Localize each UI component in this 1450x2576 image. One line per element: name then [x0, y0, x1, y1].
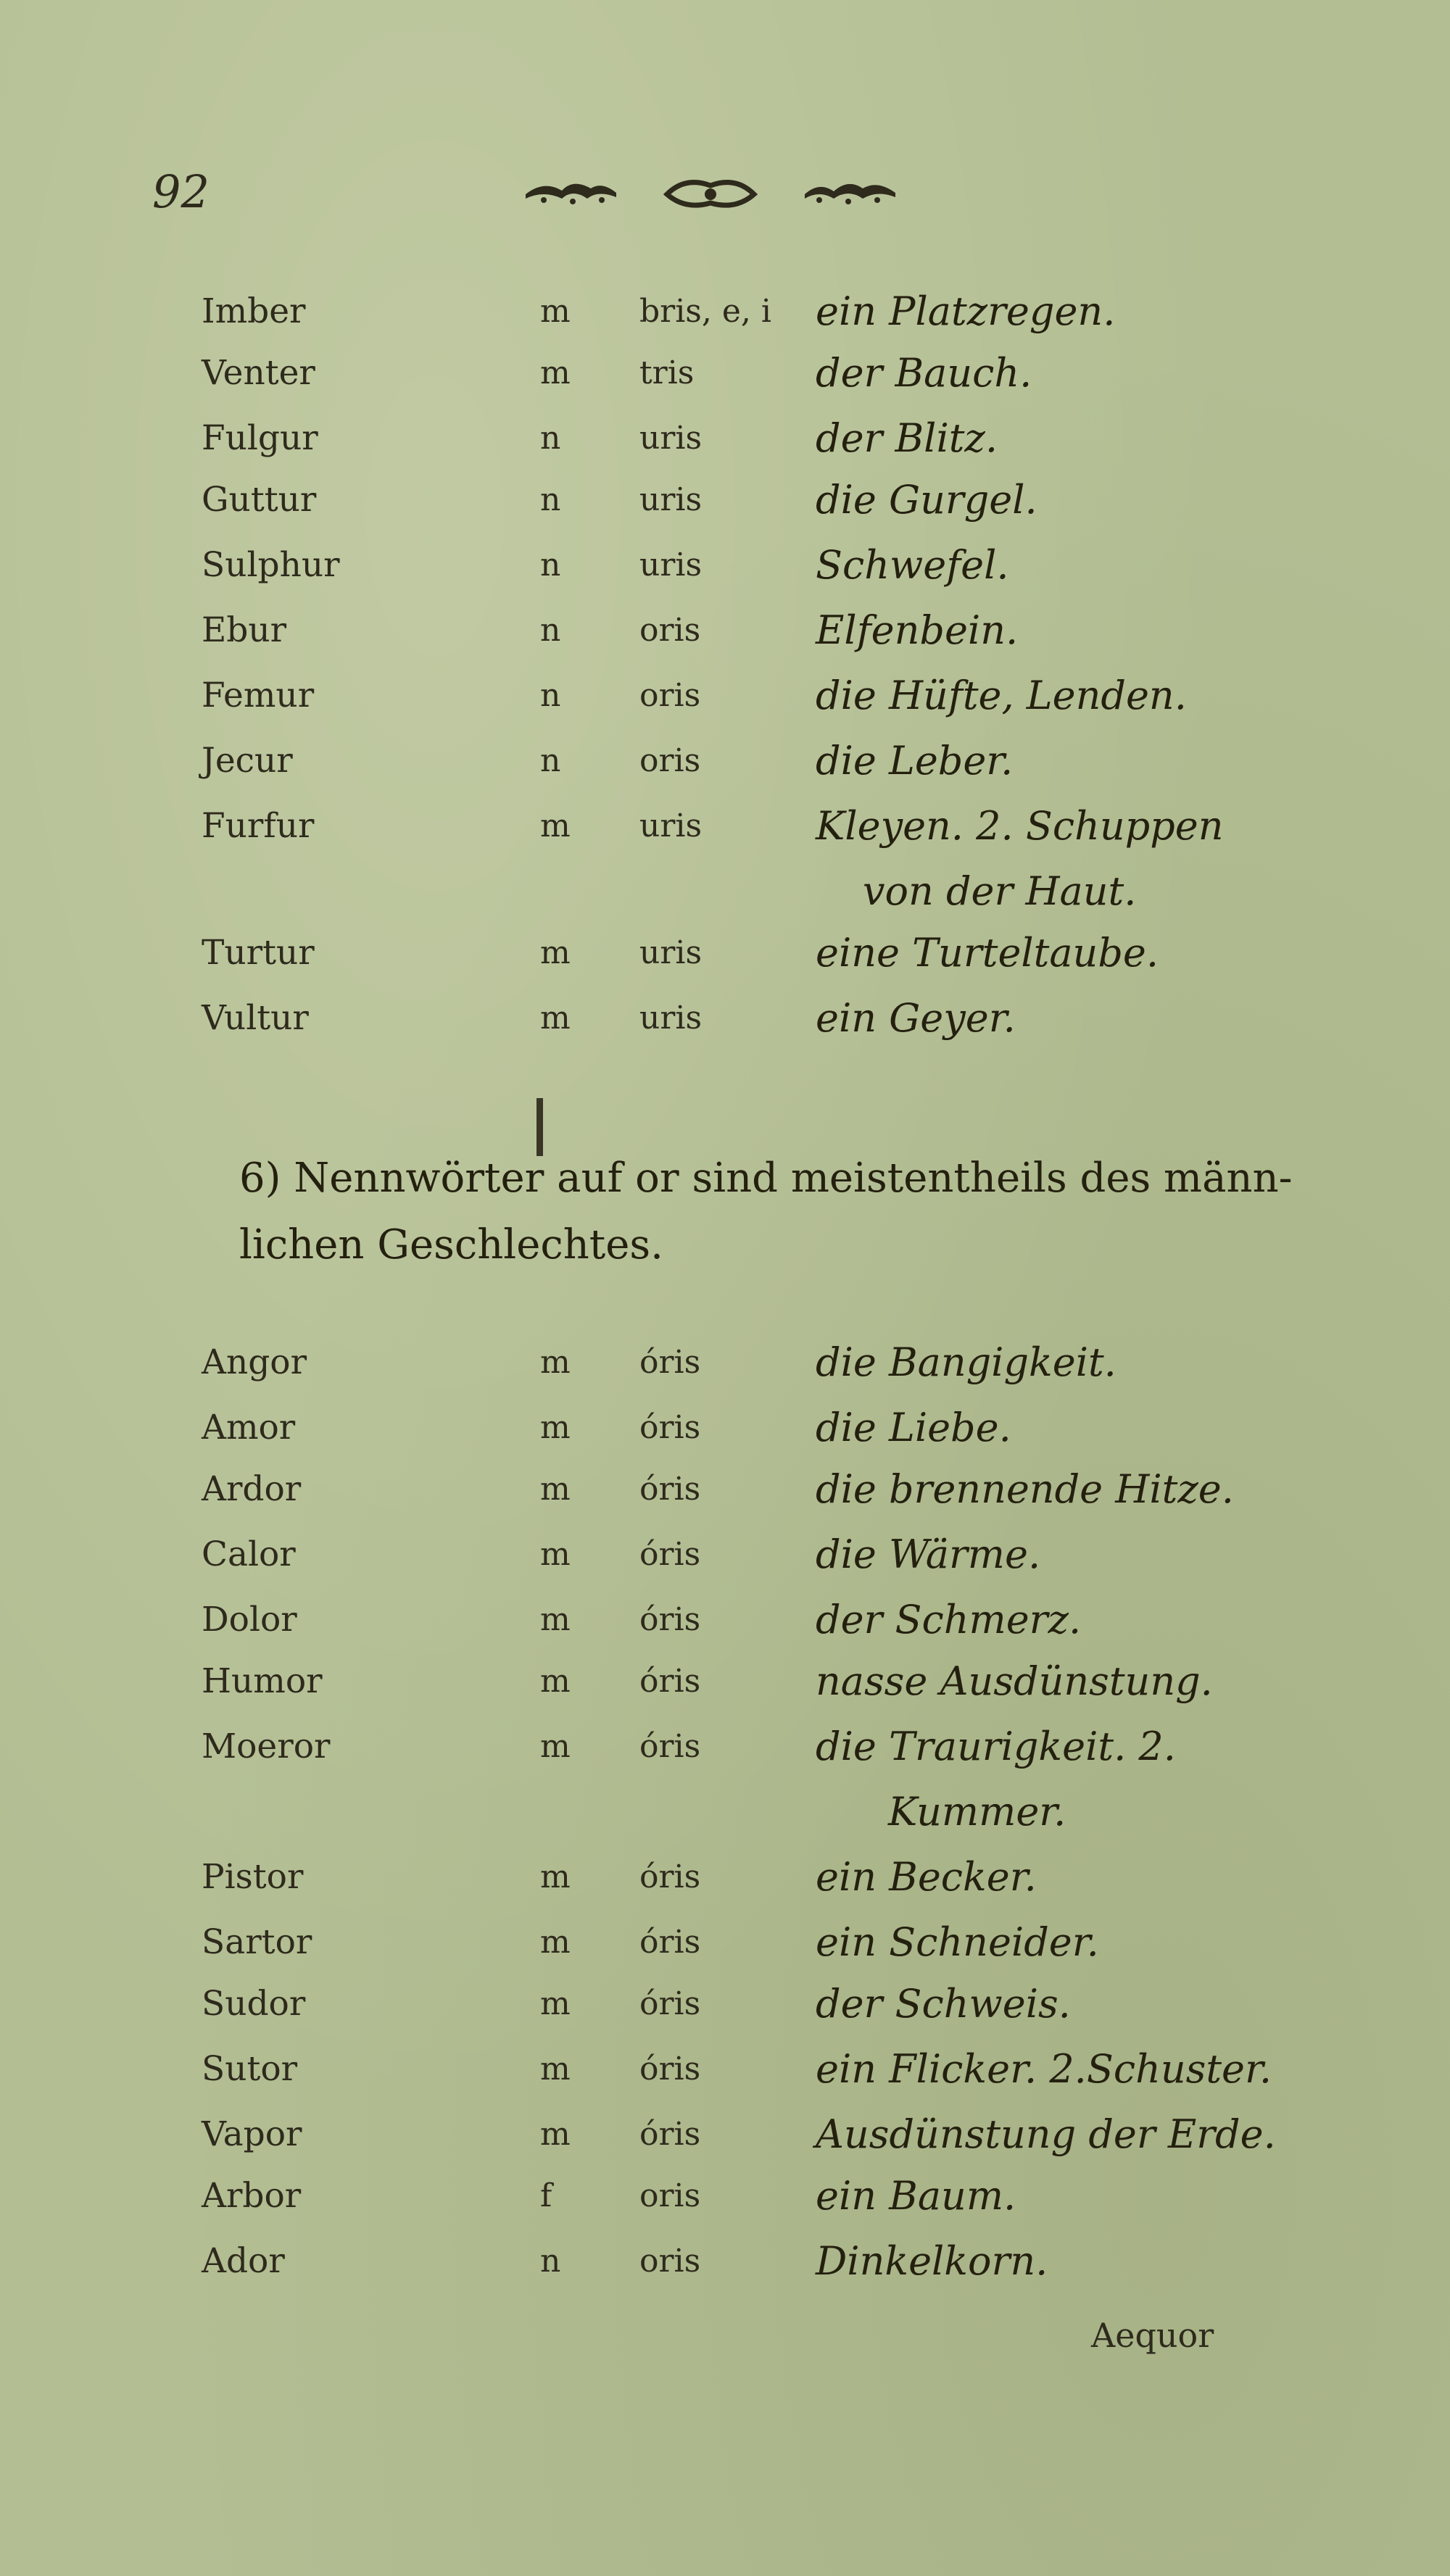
list-item [0, 279, 1450, 344]
genitive-ending: tris [639, 354, 695, 391]
genitive-ending: uris [639, 934, 703, 971]
gender-mark: m [540, 293, 571, 330]
german-translation: Kleyen. 2. Schuppen [816, 803, 1224, 849]
german-translation: die Wärme. [816, 1532, 1041, 1577]
gender-mark: m [540, 1858, 571, 1895]
latin-word: Jecur [202, 741, 293, 781]
gender-mark: m [540, 1471, 571, 1508]
genitive-ending: óris [639, 1858, 701, 1895]
list-item [0, 533, 1450, 598]
gender-mark: m [540, 1344, 571, 1381]
list-item [0, 341, 1450, 406]
gender-mark: n [540, 742, 561, 779]
section-heading-line: 6) Nennwörter auf or sind meistentheils des männ- [239, 1155, 1293, 1202]
german-translation: der Schmerz. [816, 1597, 1082, 1642]
genitive-ending: oris [639, 677, 701, 714]
list-item [0, 1714, 1450, 1779]
latin-word: Venter [202, 353, 315, 393]
list-item [0, 1972, 1450, 2037]
german-translation: der Bauch. [816, 350, 1032, 396]
genitive-ending: óris [639, 1985, 701, 2022]
gender-mark: m [540, 1409, 571, 1446]
genitive-ending: óris [639, 2051, 701, 2087]
genitive-ending: óris [639, 1536, 701, 1573]
latin-word: Ebur [202, 610, 287, 650]
german-translation: ein Platzregen. [816, 288, 1116, 334]
genitive-ending: uris [639, 807, 703, 844]
list-item [0, 468, 1450, 533]
genitive-ending: óris [639, 1728, 701, 1765]
gender-mark: n [540, 547, 561, 583]
latin-word: Vultur [202, 998, 309, 1038]
list-item [0, 598, 1450, 663]
latin-word: Turtur [202, 933, 315, 973]
genitive-ending: oris [639, 2177, 701, 2214]
header-ornament [522, 165, 899, 216]
gender-mark: m [540, 1985, 571, 2022]
german-translation: die Traurigkeit. 2. [816, 1724, 1176, 1769]
gender-mark: m [540, 354, 571, 391]
list-item [0, 1910, 1450, 1975]
gender-mark: m [540, 1663, 571, 1700]
latin-word: Furfur [202, 806, 315, 846]
gender-mark: n [540, 2243, 561, 2280]
german-translation: ein Becker. [816, 1854, 1037, 1900]
latin-word: Arbor [202, 2176, 302, 2216]
german-translation: Elfenbein. [816, 607, 1019, 653]
latin-word: Imber [202, 291, 306, 331]
german-translation: der Blitz. [816, 415, 998, 461]
german-translation: die Hüfte, Lenden. [816, 673, 1187, 718]
section-heading [239, 1145, 1327, 1279]
latin-word: Sartor [202, 1922, 312, 1962]
genitive-ending: uris [639, 1000, 703, 1036]
latin-word: Amor [202, 1408, 296, 1447]
latin-word: Angor [202, 1342, 307, 1382]
genitive-ending: oris [639, 742, 701, 779]
latin-word: Pistor [202, 1857, 304, 1897]
list-item [0, 2037, 1450, 2102]
german-translation-continued: von der Haut. [863, 868, 1137, 914]
german-translation: ein Flicker. 2.Schuster. [816, 2046, 1272, 2092]
genitive-ending: óris [639, 1663, 701, 1700]
gender-mark: m [540, 1924, 571, 1961]
gender-mark: f [540, 2177, 552, 2214]
german-translation: die Bangigkeit. [816, 1339, 1116, 1385]
list-item [0, 1457, 1450, 1522]
gender-mark: m [540, 1728, 571, 1765]
german-translation: die Leber. [816, 738, 1014, 784]
list-item [0, 1587, 1450, 1653]
german-translation: die brennende Hitze. [816, 1466, 1234, 1512]
list-item [0, 986, 1450, 1051]
latin-word: Sulphur [202, 545, 340, 585]
list-item [0, 921, 1450, 986]
catchword: Aequor [1091, 2316, 1214, 2355]
german-translation: nasse Ausdünstung. [816, 1658, 1213, 1704]
list-item [0, 794, 1450, 859]
german-translation: Schwefel. [816, 542, 1009, 588]
list-item [0, 2229, 1450, 2294]
list-item [0, 2102, 1450, 2167]
list-item [0, 406, 1450, 471]
latin-word: Dolor [202, 1600, 297, 1640]
german-translation: eine Turteltaube. [816, 930, 1159, 976]
german-translation: die Gurgel. [816, 477, 1037, 523]
latin-word: Guttur [202, 480, 317, 520]
gender-mark: n [540, 677, 561, 714]
list-item [0, 728, 1450, 794]
german-translation: ein Geyer. [816, 995, 1016, 1041]
latin-word: Femur [202, 676, 315, 715]
genitive-ending: uris [639, 481, 703, 518]
list-item [0, 663, 1450, 728]
german-translation: die Liebe. [816, 1405, 1011, 1450]
gender-mark: m [540, 1536, 571, 1573]
genitive-ending: óris [639, 1924, 701, 1961]
gender-mark: m [540, 1601, 571, 1638]
gender-mark: n [540, 481, 561, 518]
genitive-ending: óris [639, 1344, 701, 1381]
latin-word: Sudor [202, 1984, 306, 2024]
latin-word: Vapor [202, 2114, 302, 2154]
german-translation: der Schweis. [816, 1981, 1071, 2027]
genitive-ending: oris [639, 2243, 701, 2280]
latin-word: Moeror [202, 1727, 331, 1766]
list-item [0, 1395, 1450, 1461]
latin-word: Ardor [202, 1469, 302, 1509]
genitive-ending: óris [639, 1471, 701, 1508]
gender-mark: n [540, 612, 561, 649]
latin-word: Fulgur [202, 418, 318, 458]
latin-word: Calor [202, 1534, 296, 1574]
german-translation: ein Schneider. [816, 1919, 1099, 1965]
german-translation: ein Baum. [816, 2173, 1016, 2219]
genitive-ending: uris [639, 547, 703, 583]
section-heading-line: lichen Geschlechtes. [239, 1221, 663, 1268]
genitive-ending: óris [639, 1409, 701, 1446]
latin-word: Humor [202, 1661, 323, 1701]
list-item [0, 1330, 1450, 1395]
gender-mark: m [540, 2051, 571, 2087]
gender-mark: n [540, 420, 561, 457]
german-translation: Dinkelkorn. [816, 2238, 1048, 2284]
genitive-ending: uris [639, 420, 703, 457]
list-item [0, 2164, 1450, 2229]
list-item [0, 1649, 1450, 1714]
german-translation-continued: Kummer. [888, 1789, 1066, 1835]
genitive-ending: bris, e, i [639, 293, 771, 330]
genitive-ending: oris [639, 612, 701, 649]
gender-mark: m [540, 934, 571, 971]
latin-word: Sutor [202, 2049, 298, 2089]
gender-mark: m [540, 1000, 571, 1036]
gender-mark: m [540, 2116, 571, 2153]
page-number: 92 [152, 165, 210, 218]
german-translation: Ausdünstung der Erde. [816, 2111, 1276, 2157]
list-item [0, 1522, 1450, 1587]
list-item [0, 1845, 1450, 1910]
gender-mark: m [540, 807, 571, 844]
genitive-ending: óris [639, 2116, 701, 2153]
latin-word: Ador [202, 2241, 285, 2281]
genitive-ending: óris [639, 1601, 701, 1638]
